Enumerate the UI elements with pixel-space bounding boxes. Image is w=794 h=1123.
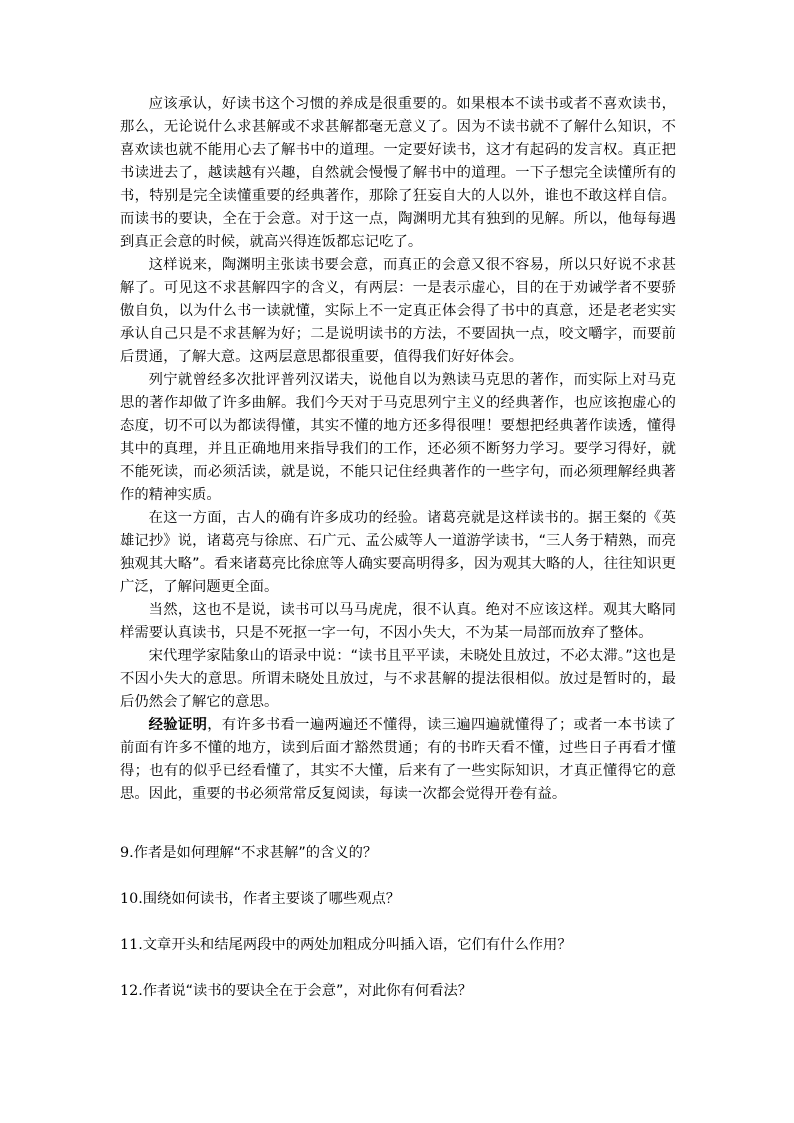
question-9 bbox=[120, 842, 676, 865]
question-text: 作者是如何理解“不求甚解”的含义的？ bbox=[133, 845, 378, 861]
question-number: 9. bbox=[120, 845, 134, 861]
paragraph-text: 这样说来，陶渊明主张读书要会意，而真正的会意又很不容易，所以只好说不求甚解了。可见这不求甚解四字的含义，有两层：一是表示虚心，目的在于劝诫学者不要骄傲自负，以为什么书一读就懂，实际上不一定真正体会得了书中的真意，还是老老实实承认自己只是不求甚解为好；二是说明读书的方法，不要固执一点，咬文嚼字，而要前后贯通，了解大意。这两层意思都很重要，值得我们好好体会。 bbox=[120, 257, 676, 365]
question-11 bbox=[120, 934, 676, 957]
question-number: 10. bbox=[120, 891, 143, 907]
paragraph-text: 当然，这也不是说，读书可以马马虎虎，很不认真。绝对不应该这样。观其大略同样需要认真读书，只是不死抠一字一句，不因小失大，不为某一局部而放弃了整体。 bbox=[120, 602, 676, 641]
question-text: 文章开头和结尾两段中的两处加粗成分叫插入语，它们有什么作用？ bbox=[142, 937, 572, 953]
reading-passage bbox=[120, 93, 676, 806]
paragraph-5 bbox=[120, 599, 676, 645]
paragraph-4 bbox=[120, 507, 676, 599]
paragraph-text: 列宁就曾经多次批评普列汉诺夫，说他自以为熟读马克思的著作，而实际上对马克思的著作却做了许多曲解。我们今天对于马克思列宁主义的经典著作，也应该抱虚心的态度，切不可以为都读得懂，其实不懂的地方还多得很哩！要想把经典著作读透，懂得其中的真理，并且正确地用来指导我们的工作，还必须不断努力学习。要学习得好，就不能死读，而必须活读，就是说，不能只记住经典著作的一些字句，而必须理解经典著作的精神实质。 bbox=[120, 372, 676, 503]
question-number: 11. bbox=[120, 937, 143, 953]
question-text: 作者说“读书的要诀全在于会意”，对此你有何看法？ bbox=[142, 983, 473, 999]
question-12 bbox=[120, 980, 676, 1003]
paragraph-2 bbox=[120, 254, 676, 369]
paragraph-6 bbox=[120, 645, 676, 714]
paragraph-3 bbox=[120, 369, 676, 507]
paragraph-text: 宋代理学家陆象山的语录中说：“读书且平平读，未晓处且放过，不必太滞。”这也是不因小失大的意思。所谓未晓处且放过，与不求甚解的提法很相似。放过是暂时的，最后仍然会了解它的意思。 bbox=[120, 648, 676, 710]
question-10 bbox=[120, 888, 676, 911]
paragraph-text: 应该承认，好读书这个习惯的养成是很重要的。如果根本不读书或者不喜欢读书，那么，无论说什么求甚解或不求甚解都毫无意义了。因为不读书就不了解什么知识，不喜欢读也就不能用心去了解书中的道理。一定要好读书，这才有起码的发言权。真正把书读进去了，越读越有兴趣，自然就会慢慢了解书中的道理。一下子想完全读懂所有的书，特别是完全读懂重要的经典著作，那除了狂妄自大的人以外，谁也不敢这样自信。而读书的要诀，全在于会意。对于这一点，陶渊明尤其有独到的见解。所以，他每每遇到真正会意的时候，就高兴得连饭都忘记吃了。 bbox=[120, 96, 676, 250]
paragraph-lead-bold: 经验证明 bbox=[148, 717, 208, 733]
question-list bbox=[120, 842, 676, 1003]
paragraph-7 bbox=[120, 714, 676, 806]
paragraph-text: 在这一方面，古人的确有许多成功的经验。诸葛亮就是这样读书的。据王粲的《英雄记抄》说，诸葛亮与徐庶、石广元、孟公威等人一道游学读书，“三人务于精熟，而亮独观其大略”。看来诸葛亮比徐庶等人确实要高明得多，因为观其大略的人，往往知识更广泛，了解问题更全面。 bbox=[120, 510, 676, 595]
question-number: 12. bbox=[120, 983, 143, 999]
question-text: 围绕如何读书，作者主要谈了哪些观点？ bbox=[142, 891, 401, 907]
paragraph-text: ，有许多书看一遍两遍还不懂得，读三遍四遍就懂得了；或者一本书读了前面有许多不懂的地方，读到后面才豁然贯通；有的书昨天看不懂，过些日子再看才懂得；也有的似乎已经看懂了，其实不大懂，后来有了一些实际知识，才真正懂得它的意思。因此，重要的书必须常常反复阅读，每读一次都会觉得开卷有益。 bbox=[120, 717, 676, 802]
paragraph-1 bbox=[120, 93, 676, 254]
